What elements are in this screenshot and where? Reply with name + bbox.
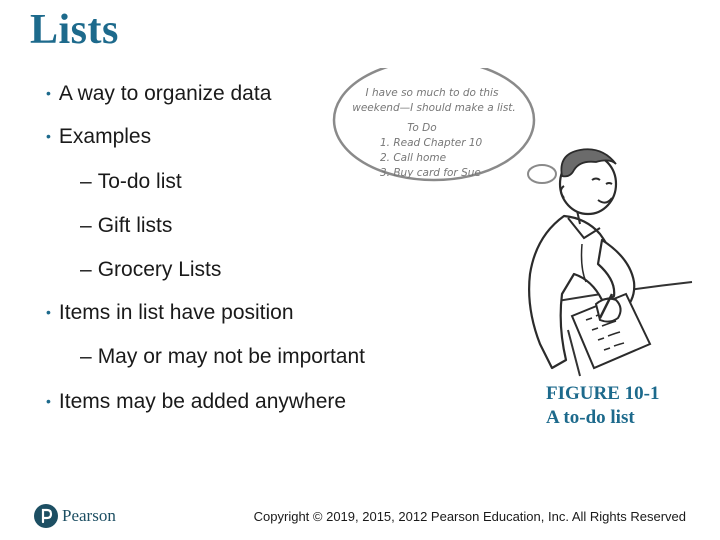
table-leg: [568, 330, 580, 376]
sub-bullet-item: [80, 258, 221, 282]
bullet-text: Items may be added anywhere: [58, 390, 347, 413]
bullet-text: A way to organize data: [58, 82, 272, 105]
sub-bullet-text: To-do list: [97, 170, 182, 193]
pearson-logo: [34, 504, 116, 528]
todo-item: 1. Read Chapter 10: [380, 137, 483, 149]
dash-icon: –: [80, 345, 92, 368]
bullet-item: [46, 82, 271, 106]
thought-line: I have so much to do this: [365, 87, 499, 99]
figure-label: FIGURE 10-1: [546, 383, 660, 404]
bullet-text: Items in list have position: [58, 301, 294, 324]
todo-item: 3. Buy card for Sue: [380, 167, 481, 179]
eye: [606, 183, 612, 184]
sub-bullet-text: May or may not be important: [97, 345, 365, 368]
bullet-item: [46, 390, 346, 414]
sub-bullet-item: [80, 214, 172, 238]
copyright-notice: Copyright © 2019, 2015, 2012 Pearson Education, Inc. All Rights Reserved: [253, 509, 686, 524]
bullet-dot-icon: •: [46, 393, 51, 409]
bullet-item: [46, 301, 294, 325]
figure-caption: [546, 382, 659, 430]
bullet-dot-icon: •: [46, 128, 51, 144]
sub-bullet-text: Grocery Lists: [97, 258, 222, 281]
bullet-text: Examples: [58, 125, 152, 148]
person-writing-list-illustration: [330, 68, 700, 378]
slide-title: Lists: [30, 7, 119, 53]
pearson-logo-icon: [34, 504, 58, 528]
bullet-item: [46, 125, 151, 149]
dash-icon: –: [80, 258, 92, 281]
thought-line: weekend—I should make a list.: [352, 102, 516, 114]
bullet-dot-icon: •: [46, 304, 51, 320]
figure-caption-text: A to-do list: [546, 407, 635, 428]
bullet-dot-icon: •: [46, 85, 51, 101]
dash-icon: –: [80, 170, 92, 193]
todo-item: 2. Call home: [380, 152, 447, 164]
pearson-logo-text: Pearson: [62, 506, 116, 525]
sub-bullet-item: [80, 170, 182, 194]
thought-bubble-small: [528, 165, 556, 183]
dash-icon: –: [80, 214, 92, 237]
todo-title: To Do: [407, 122, 437, 134]
sub-bullet-text: Gift lists: [97, 214, 173, 237]
sub-bullet-item: [80, 345, 365, 369]
